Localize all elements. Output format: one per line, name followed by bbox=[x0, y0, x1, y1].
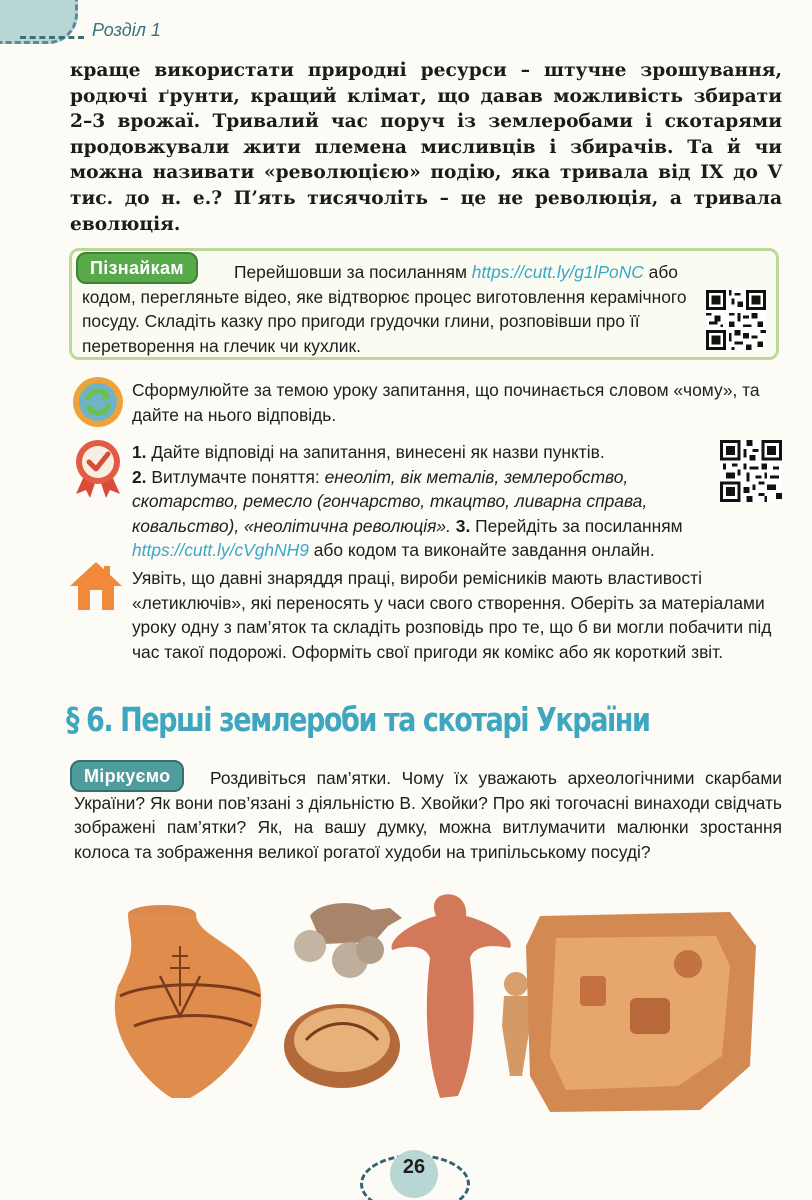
think-label: Міркуємо bbox=[70, 760, 184, 792]
section-heading: § 6. Перші землероби та скотарі України bbox=[66, 700, 650, 739]
task-link[interactable]: https://cutt.ly/cVghNH9 bbox=[132, 540, 309, 560]
info-text-before: Перейшовши за посиланням bbox=[234, 262, 472, 282]
question-text: Сформулюйте за темою уроку запитання, що починається словом «чому», та дайте на нього відповідь. bbox=[132, 380, 760, 425]
header-dash bbox=[20, 36, 84, 39]
refresh-icon bbox=[72, 376, 124, 428]
task-2-terms: енеоліт, вік металів, землеробство, скотарство, ремесло (гончарство, ткацтво, ливарна справа, ковальство), «неолітична революція». bbox=[132, 466, 648, 536]
small-figurine bbox=[502, 972, 530, 1076]
qr-code-icon[interactable] bbox=[720, 440, 782, 502]
task-2-text: Витлумачте поняття: bbox=[146, 466, 325, 487]
task-1-text: Дайте відповіді на запитання, винесені як назви пунктів. bbox=[146, 442, 605, 462]
task-3-text: Перейдіть за посиланням bbox=[470, 515, 683, 536]
house-model bbox=[526, 912, 756, 1112]
bull-toy bbox=[294, 903, 402, 978]
info-text-after: або кодом, перегляньте відео, яке відтворює процес виготовлення керамічного посуду. Складіть казку про пригоди грудочки глини, розповівши про її перетворення на глечик чи кухлик. bbox=[82, 262, 687, 356]
award-check-icon bbox=[70, 438, 126, 498]
clay-figurine bbox=[392, 894, 511, 1098]
task-3-number: 3. bbox=[450, 515, 471, 536]
section-label: Розділ 1 bbox=[92, 20, 161, 40]
page-number bbox=[360, 1144, 470, 1200]
task-1-number: 1. bbox=[132, 442, 147, 462]
task-3-text-end: або кодом та виконайте завдання онлайн. bbox=[308, 540, 655, 560]
task-2-number: 2. bbox=[132, 466, 147, 487]
trypillia-vase bbox=[115, 905, 262, 1098]
task-text bbox=[132, 440, 712, 563]
qr-code-icon[interactable] bbox=[706, 290, 766, 350]
info-box-label: Пізнайкам bbox=[76, 252, 198, 284]
intro-paragraph: краще використати природні ресурси – штучне зрошування, родючі ґрунти, кращий клімат, що давав можливість збирати 2–3 врожаї. Тривалий час поруч із землеробами і скотарями продовжували жити племена мисливців і збирачів. Та й чи можна називати «революцією» подію, яка тривала від IX до V тис. до н. е.? П’ять тисячоліть – це не революція, а тривала еволюція. bbox=[70, 60, 782, 235]
think-text: Роздивіться пам’ятки. Чому їх уважають археологічними скарбами України? Як вони пов’язані з діяльністю В. Хвойки? Про які тогочасні винаходи свідчать зображені пам’ятки? Як, на вашу думку, можна витлумачити малюнки зростання колоса та зображення великої рогатої худоби на трипільському посуді? bbox=[74, 768, 782, 862]
painted-bowl bbox=[284, 1004, 400, 1088]
info-link[interactable]: https://cutt.ly/g1lPoNC bbox=[471, 262, 644, 282]
home-task-text: Уявіть, що давні знаряддя праці, вироби ремісників мають властивості «летиключів», які переносять у часи свого створення. Оберіть за матеріалами уроку одну з пам’яток та складіть розповідь про те, що б ви могли побачити під час такої подорожі. Оформіть свої пригоди як комікс або як короткий звіт. bbox=[132, 568, 772, 662]
artifacts-photo bbox=[110, 886, 760, 1118]
page-number-text: 26 bbox=[402, 1156, 426, 1178]
house-icon bbox=[68, 560, 124, 612]
